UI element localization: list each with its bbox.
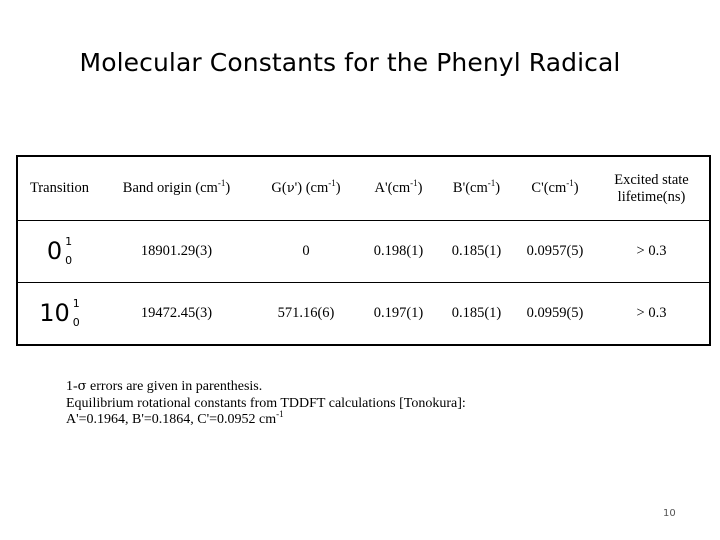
header-transition: Transition (17, 156, 101, 221)
header-band-origin: Band origin $(cm^{-1})$ (101, 156, 252, 221)
header-g: G(ν') $(cm^{-1})$ (252, 156, 360, 221)
header-b: $B'(cm^{-1})$ (437, 156, 516, 221)
note-constants: A'=0.1964, B'=0.1864, C'=0.0952 $cm^{-1}$ (66, 409, 284, 427)
lifetime-cell: > 0.3 (594, 221, 710, 283)
table-row (17, 283, 710, 346)
lifetime-cell: > 0.3 (594, 283, 710, 346)
a-cell: 0.198(1) (360, 221, 437, 283)
transition-cell (17, 283, 101, 346)
table-row (17, 221, 710, 283)
note-errors: 1-σ errors are given in parenthesis. (66, 379, 263, 394)
footnotes (66, 379, 466, 429)
band-origin-cell: 18901.29(3) (101, 221, 252, 283)
sigma-symbol: σ (77, 379, 87, 394)
b-cell: 0.185(1) (437, 283, 516, 346)
molecular-constants-table (16, 155, 711, 346)
nu-symbol: ν (286, 181, 295, 196)
header-a: $A'(cm^{-1})$ (360, 156, 437, 221)
c-cell: 0.0957(5) (516, 221, 594, 283)
a-cell: 0.197(1) (360, 283, 437, 346)
transition-label: 0 1 0 (46, 235, 73, 267)
table-header-row (17, 156, 710, 221)
g-cell: 0 (252, 221, 360, 283)
c-cell: 0.0959(5) (516, 283, 594, 346)
slide-title: Molecular Constants for the Phenyl Radical (79, 48, 621, 77)
band-origin-cell: 19472.45(3) (101, 283, 252, 346)
g-cell: 571.16(6) (252, 283, 360, 346)
transition-label: 10 1 0 (39, 297, 80, 329)
b-cell: 0.185(1) (437, 221, 516, 283)
note-equilibrium: Equilibrium rotational constants from TDDFT calculations [Tonokura]: (66, 395, 466, 411)
header-lifetime: Excited state lifetime(ns) (594, 156, 710, 221)
page-number: 10 (663, 508, 676, 519)
header-c: $C'(cm^{-1})$ (516, 156, 594, 221)
transition-cell (17, 221, 101, 283)
